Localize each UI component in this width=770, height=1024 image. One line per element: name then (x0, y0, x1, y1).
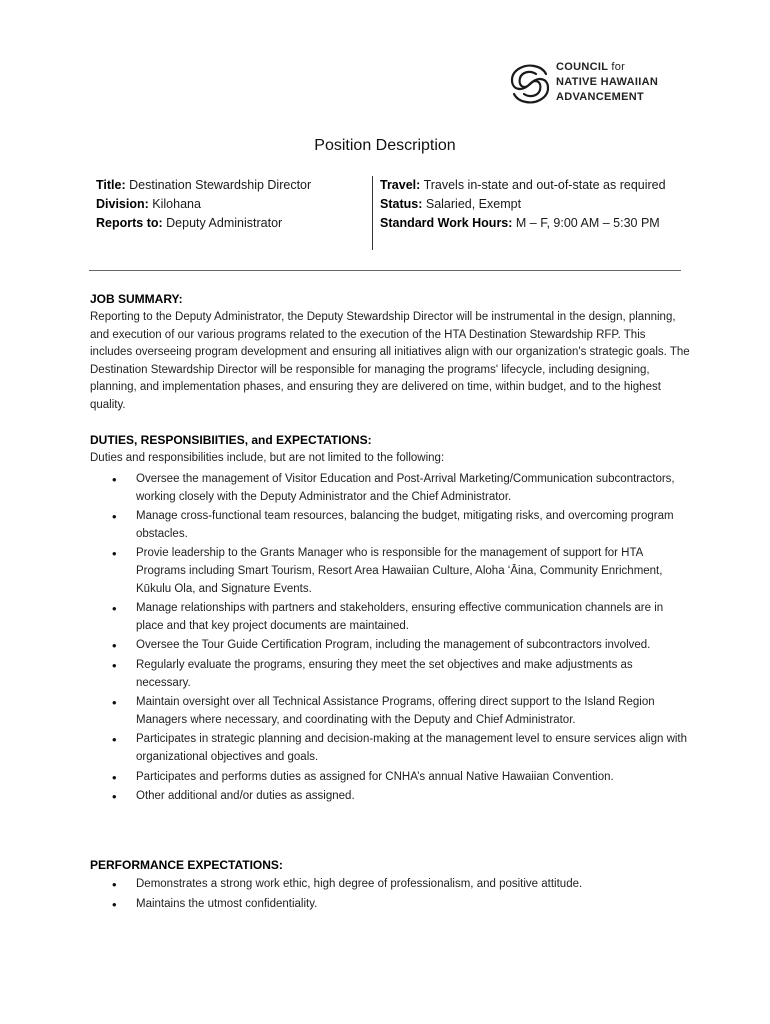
list-item: • Participates in strategic planning and decision-making at the management level to ensure services align with organizational objectives and goals. (90, 731, 690, 766)
performance-list (90, 876, 690, 915)
list-item: • Other additional and/or duties as assigned. (90, 788, 690, 806)
job-summary-heading: JOB SUMMARY: (90, 292, 183, 306)
section-divider (89, 270, 681, 271)
meta-division-row: Division: Kilohana (96, 197, 201, 211)
job-summary-text: Reporting to the Deputy Administrator, the Deputy Stewardship Director will be instrumental in the design, planning, and execution of our various programs related to the execution of the HTA Destination Stewardship RFP. This includes overseeing program development and ensuring all initiatives align with our organization's strategic goals. The Destination Stewardship Director will be responsible for managing the programs' lifecycle, including designing, planning, and implementation phases, and ensuring they are delivered on time, within budget, and to the highest quality. (90, 311, 690, 411)
list-item: • Maintains the utmost confidentiality. (90, 896, 690, 914)
list-item: • Oversee the management of Visitor Education and Post-Arrival Marketing/Communication subcontractors, working closely with the Deputy Administrator and the Chief Administrator. (90, 471, 690, 506)
meta-status-row: Status: Salaried, Exempt (380, 197, 522, 211)
list-item: • Manage relationships with partners and stakeholders, ensuring effective communication channels are in place and that key project documents are maintained. (90, 600, 690, 635)
duties-intro: Duties and responsibilities include, but are not limited to the following: (90, 452, 445, 464)
performance-heading: PERFORMANCE EXPECTATIONS: (90, 858, 283, 872)
meta-title-row: Title: Destination Stewardship Director (96, 178, 312, 192)
meta-divider (372, 176, 373, 250)
swirl-logo-icon (508, 58, 552, 110)
list-item: • Manage cross-functional team resources, balancing the budget, mitigating risks, and overcoming program obstacles. (90, 508, 690, 543)
position-meta-right (380, 176, 666, 233)
meta-reports-row: Reports to: Deputy Administrator (96, 216, 283, 230)
duties-heading: DUTIES, RESPONSIBIITIES, and EXPECTATIONS: (90, 433, 372, 447)
page-title: Position Description (314, 137, 456, 154)
list-item: • Maintain oversight over all Technical Assistance Programs, offering direct support to the Island Region Managers where necessary, and coordinating with the Deputy and Chief Administrator. (90, 694, 690, 729)
duties-list (90, 471, 690, 808)
cnha-logo (508, 56, 688, 112)
list-item: • Regularly evaluate the programs, ensuring they meet the set objectives and make adjustments as necessary. (90, 657, 690, 692)
list-item: • Participates and performs duties as assigned for CNHA’s annual Native Hawaiian Convention. (90, 769, 690, 787)
logo-wordmark: COUNCIL for NATIVE HAWAIIAN ADVANCEMENT (556, 61, 659, 103)
meta-travel-row: Travel: Travels in-state and out-of-state as required (380, 178, 666, 192)
list-item: • Provie leadership to the Grants Manager who is responsible for the management of support for HTA Programs including Smart Tourism, Resort Area Hawaiian Culture, Aloha ʻĀina, Community Enrichment, Kūkulu Ola, and Signature Events. (90, 545, 690, 598)
list-item: • Oversee the Tour Guide Certification Program, including the management of subcontractors involved. (90, 637, 690, 655)
list-item: • Demonstrates a strong work ethic, high degree of professionalism, and positive attitude. (90, 876, 690, 894)
meta-hours-row: Standard Work Hours: M – F, 9:00 AM – 5:30 PM (380, 216, 660, 230)
position-meta-left (96, 176, 311, 233)
